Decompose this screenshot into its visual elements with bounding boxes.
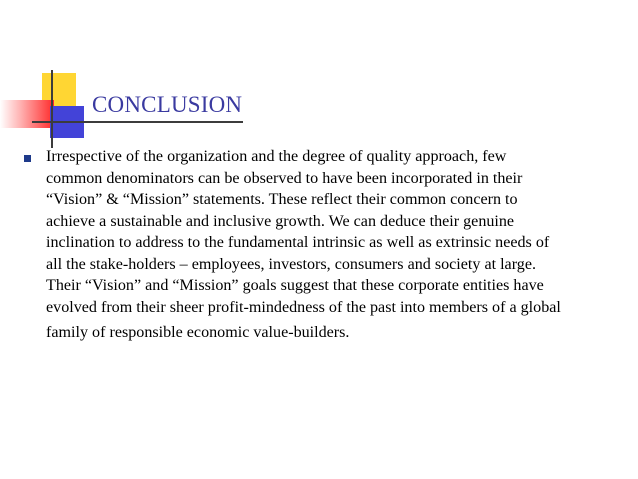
decorative-horizontal-line: [32, 121, 243, 123]
paragraph-line: achieve a sustainable and inclusive growth. We can deduce their genuine: [46, 212, 515, 230]
paragraph-line: “Vision” & “Mission” statements. These reflect their common concern to: [46, 191, 518, 208]
decorative-red-gradient-bar: [0, 100, 54, 128]
bullet-square-icon: [24, 155, 31, 162]
paragraph-line: family of responsible economic value-builders.: [46, 324, 350, 341]
paragraph-line: inclination to address to the fundamental intrinsic as well as extrinsic needs of: [46, 234, 550, 251]
paragraph-line: all the stake-holders – employees, investors, consumers and society at large.: [46, 255, 536, 273]
decorative-vertical-line: [51, 70, 53, 148]
paragraph-line: Their “Vision” and “Mission” goals suggest that these corporate entities have: [46, 277, 544, 294]
bullet-paragraph: [46, 146, 636, 344]
slide-title: CONCLUSION: [92, 92, 243, 117]
paragraph-line: evolved from their sheer profit-mindedness of the past into members of a global: [46, 298, 561, 316]
paragraph-line: Irrespective of the organization and the degree of quality approach, few: [46, 148, 507, 165]
paragraph-line: common denominators can be observed to have been incorporated in their: [46, 169, 523, 187]
